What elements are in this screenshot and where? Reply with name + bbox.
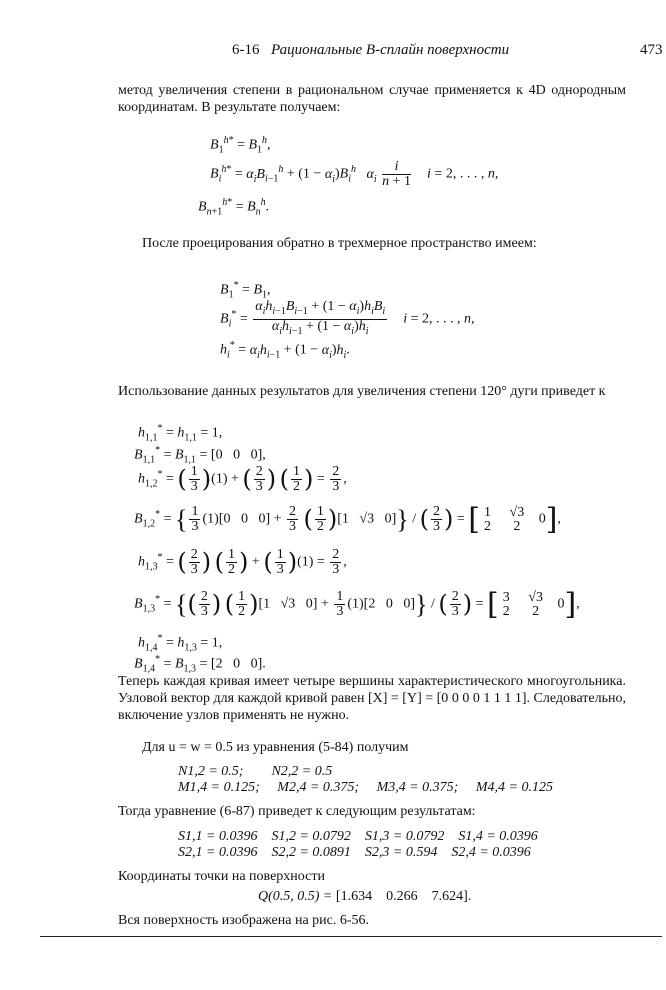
- s-row-2: [178, 844, 531, 861]
- paragraph-vertices: Теперь каждая кривая имеет четыре вершины характеристического многоугольника. Узловой вектор для каждой кривой равен [X] = [Y] = [0 0 0 0 1 1 1 1]. Следовательно, включение узлов применять не нужно.: [118, 674, 626, 723]
- point-result: Q(0.5, 0.5) = [1.634 0.266 7.624].: [258, 889, 472, 904]
- page-number: 473: [640, 42, 663, 58]
- s-21: S2,1 = 0.0396: [178, 845, 258, 860]
- basis-m14: M1,4 = 0.125;: [178, 780, 260, 795]
- point-z: 7.624: [431, 889, 464, 904]
- s-12: S1,2 = 0.0792: [271, 829, 351, 844]
- equation-b11: $B_{1,1}^* = B_{1,1} = [0$ 0 0],: [134, 445, 266, 466]
- equation-proj-1: $B_1^* = B_1$,: [220, 280, 271, 301]
- equation-h12: $h_{1,2}^*$ = ( $\frac{1}{3}$ )(1) + ( $\frac{2}{3}$ ) ( $\frac{1}{2}$ ) = $\frac{2}{3}$ ,: [138, 464, 347, 494]
- equation-homog-n1: $B_{n+1}^{h*} = B_n^h$.: [198, 197, 270, 218]
- s-24: S2,4 = 0.0396: [451, 845, 531, 860]
- equation-h14: $h_{1,4}^* = h_{1,3} = 1$,: [138, 633, 223, 654]
- paragraph-arc: Использование данных результатов для увеличения степени 120° дуги приведет к: [118, 384, 606, 399]
- equation-b14: $B_{1,4}^* = B_{1,3} = [2$ 0 0].: [134, 654, 266, 675]
- equation-h11: $h_{1,1}^* = h_{1,1} = 1$,: [138, 423, 223, 444]
- point-y: 0.266: [386, 889, 418, 904]
- paragraph-results: Тогда уравнение (6-87) приведет к следующим результатам:: [118, 804, 476, 819]
- basis-m34: M3,4 = 0.375;: [376, 780, 459, 795]
- paragraph-projection: После проецирования обратно в трехмерное пространство имеем:: [142, 236, 537, 251]
- point-x: 1.634: [340, 889, 373, 904]
- equation-b12: $B_{1,2}^*$ = { $\frac{1}{3}$ (1)[0 0 0] + $\frac{2}{3}$ ( $\frac{1}{2}$ )[1 √3 0]} / ( $\frac{2}{3}$ ) = [ 1 2 √3 2 0],: [134, 502, 561, 537]
- equation-b13: $B_{1,3}^*$ = {( $\frac{2}{3}$ ) ( $\frac{1}{2}$ )[1 √3 0] + $\frac{1}{3}$ (1)[2 0 0]} / ( $\frac{2}{3}$ ) = [ 3 2 √3 2 0],: [134, 587, 580, 622]
- paragraph-intro: метод увеличения степени в рациональном случае применяется к 4D однородным координатам. В результате получаем:: [118, 83, 626, 115]
- basis-m24: M2,4 = 0.375;: [277, 780, 360, 795]
- equation-h13: $h_{1,3}^*$ = ( $\frac{2}{3}$ ) ( $\frac{1}{2}$ ) + ( $\frac{1}{3}$ )(1) = $\frac{2}{3}$ ,: [138, 547, 347, 577]
- s-22: S2,2 = 0.0891: [271, 845, 351, 860]
- s-23: S2,3 = 0.594: [364, 845, 438, 860]
- equation-proj-h: $h_i^* = \alpha_ih_{i-1} + (1 - \alpha_i)h_i$.: [220, 340, 350, 361]
- basis-row-2: [178, 779, 553, 796]
- basis-m44: M4,4 = 0.125: [475, 780, 553, 795]
- s-13: S1,3 = 0.0792: [364, 829, 445, 844]
- footer-rule: [40, 936, 662, 937]
- equation-homog-1: $B_1^{h*} = B_1^h$,: [210, 135, 271, 156]
- paragraph-point: Координаты точки на поверхности: [118, 869, 325, 884]
- paragraph-figure-ref: Вся поверхность изображена на рис. 6-56.: [118, 913, 370, 928]
- basis-row-1: [178, 763, 332, 780]
- s-row-1: [178, 828, 538, 845]
- paragraph-basis: Для u = w = 0.5 из уравнения (5-84) получим: [142, 740, 409, 755]
- equation-homog-i: $B_i^{h*} = \alpha_iB_{i-1}^h + (1 - \alpha_i)B_i^h$ $\alpha_i$ $\frac{i}{n + 1}$ i = 2, . . . , n,: [210, 159, 499, 189]
- s-11: S1,1 = 0.0396: [178, 829, 258, 844]
- section-title: Рациональные B-сплайн поверхности: [271, 42, 510, 58]
- s-14: S1,4 = 0.0396: [458, 829, 538, 844]
- equation-proj-i: $B_i^*$ = $\frac{\alpha_ih_{i-1}B_{i-1} + (1 - \alpha_i)h_iB_i}{\alpha_ih_{i-1} + (1 - \alpha_i)h_i}$ i = 2, . . . , n,: [220, 299, 475, 337]
- basis-n12: N1,2 = 0.5;: [178, 764, 244, 779]
- section-number: 6-16: [232, 42, 260, 58]
- point-lhs: Q(0.5, 0.5) =: [258, 889, 336, 904]
- basis-n22: N2,2 = 0.5: [271, 764, 333, 779]
